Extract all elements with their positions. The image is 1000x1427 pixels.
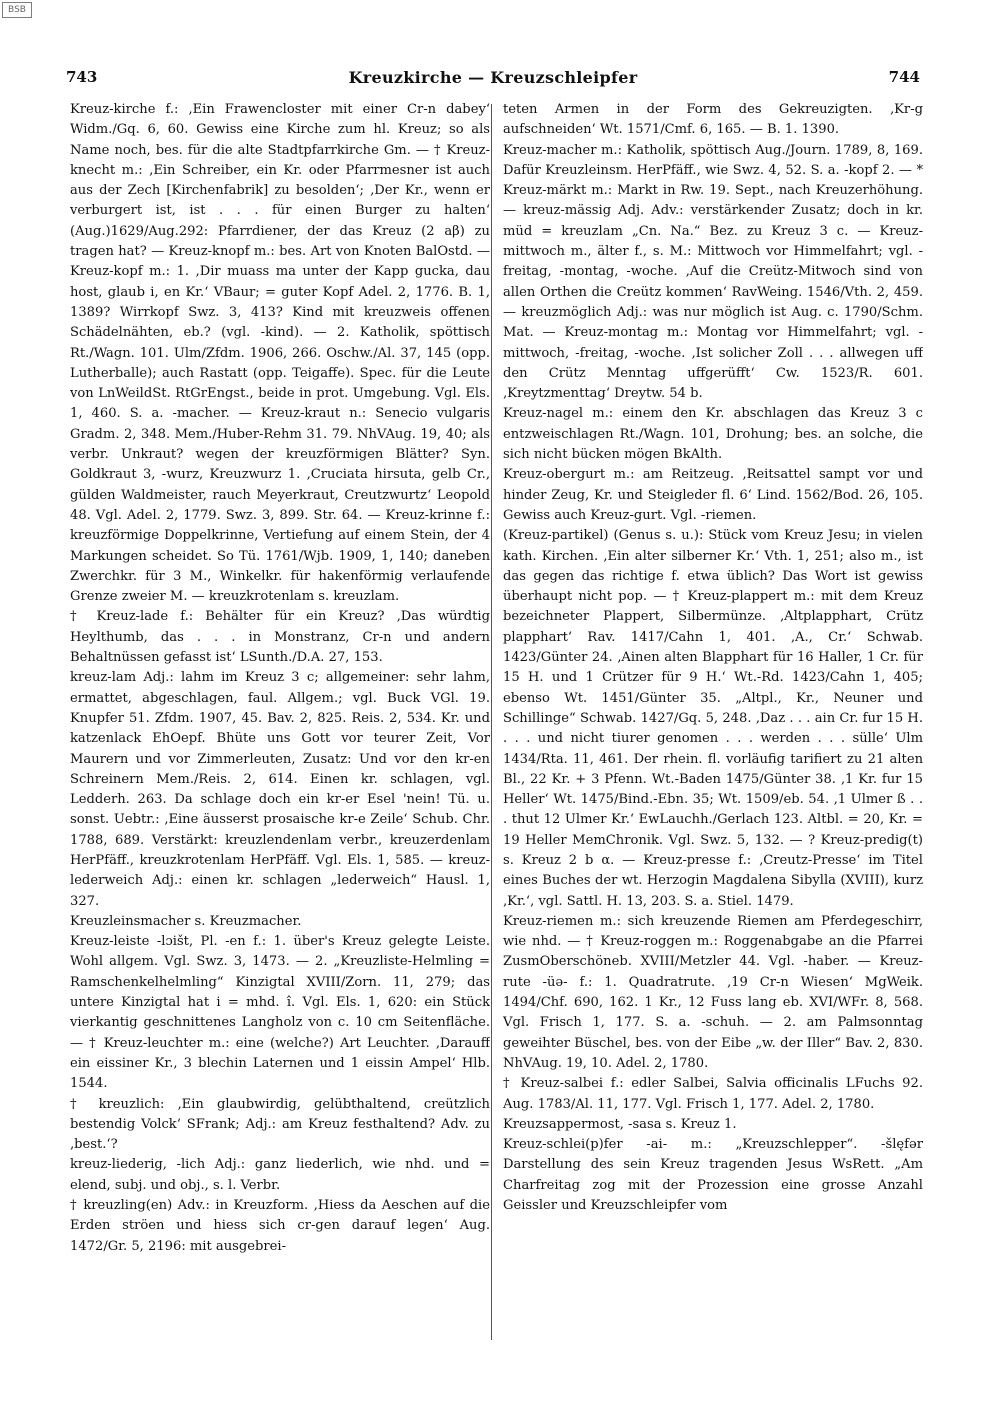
entry-paragraph: † kreuzlich: ‚Ein glaubwirdig, gelübthaltend, creützlich bestendig Volck‘ SFrank; Adj.: am Kreuz festhaltend? Adv. zu ‚best.‘? [70, 1096, 490, 1153]
entry-paragraph: Kreuz-obergurt m.: am Reitzeug. ‚Reitsattel sampt vor und hinder Zeug, Kr. und Steigleder fl. 6‘ Lind. 1562/Bod. 26, 105. Gewiss auch Kreuz-gurt. Vgl. -riemen. [503, 467, 923, 523]
entry-paragraph: (Kreuz-partikel) (Genus s. u.): Stück vom Kreuz Jesu; in vielen kath. Kirchen. ‚Ein alter silberner Kr.‘ Vth. 1, 251; also m., ist das gegen das richtige f. etwa üblich? Das Wort ist gewiss überhaupt nicht pop. — † Kreuz-plappert m.: mit dem Kreuz bezeichneter Plappert, Silbermünze. ‚Altplapphart, Crütz plapphart‘ Rav. 1417/Cahn 1, 401. ‚A., Cr.‘ Schwab. 1423/Günter 24. ‚Ainen alten Blapphart für 16 Haller, 1 Cr. für 15 H. und 1 Crützer für 9 H.‘ Wt.-Rd. 1423/Cahn 1, 405; ebenso Wt. 1451/Günter 35. „Altpl., Kr., Neuner und Schillinge“ Schwab. 1427/Gq. 5, 248. ‚Daz . . . ain Cr. fur 15 H. . . . und nicht tiurer genomen . . . werden . . . sülle‘ Ulm 1434/Rta. 11, 461. Der rhein. fl. vorläufig tarifiert zu 21 alten Bl., 22 Kr. + 3 Pfenn. Wt.-Baden 1475/Günter 38. ‚1 Kr. fur 15 Heller‘ Wt. 1475/Bind.-Ebn. 35; Wt. 1509/eb. 54. ‚1 Ulmer ß . . . thut 12 Ulmer Kr.‘ EwLauchh./Gerlach 123. Altbl. = 20, Kr. = 19 Heller MemChronik. Vgl. Swz. 5, 132. — ? Kreuz-predig(t) s. Kreuz 2 b α. — Kreuz-presse f.: ‚Creutz-Presse‘ im Titel eines Buches der wt. Herzogin Magdalena Sibylla (XVIII), kurz ‚Kr.‘, vgl. Sattl. H. 13, 203. S. a. Stiel. 1479. [503, 528, 923, 909]
entry-paragraph: † kreuzling(en) Adv.: in Kreuzform. ‚Hiess da Aeschen auf die Erden ströen und hiess sich cr-gen darauf legen‘ Aug. 1472/Gr. 5, 2196: mit ausgebrei- [70, 1198, 490, 1254]
entry-paragraph: teten Armen in der Form des Gekreuzigten. ‚Kr-g aufschneiden‘ Wt. 1571/Cmf. 6, 165. — B. 1. 1390. [503, 102, 923, 138]
entry-paragraph: Kreuz-schlei(p)fer -ai- m.: „Kreuzschlepper“. -šlęfər Darstellung des sein Kreuz tragenden Jesus WsRett. „Am Charfreitag zog mit der Prozession eine grosse Anzahl Geissler und Kreuzschleipfer vom [503, 1137, 923, 1214]
right-page-number: 744 [888, 68, 920, 86]
entry-paragraph: kreuz-lam Adj.: lahm im Kreuz 3 c; allgemeiner: sehr lahm, ermattet, abgeschlagen, faul. Allgem.; vgl. Buck VGl. 19. Knupfer 51. Zfdm. 1907, 45. Bav. 2, 825. Reis. 2, 534. Kr. und katzenlack EhOepf. Bhüte uns Gott vor teurer Zeit, Vor Maurern und vor Zimmerleuten, Zusatz: Und vor den kr-en Schreinern Mem./Reis. 2, 614. Einen kr. schlagen, vgl. Ledderh. 263. Da schlage doch ein kr-er Esel 'nein! Tü. u. sonst. Uebtr.: ‚Eine äusserst prosaische kr-e Zeile‘ Schub. Chr. 1788, 689. Verstärkt: kreuzlendenlam verbr., kreuzerdenlam HerPfäff., kreuzkrotenlam HerPfäff. Vgl. Els. 1, 585. — kreuz-lederweich Adj.: einen kr. schlagen „lederweich“ Hausl. 1, 327. [70, 670, 490, 909]
entry-paragraph: † Kreuz-salbei f.: edler Salbei, Salvia officinalis LFuchs 92. Aug. 1783/Al. 11, 177. Vgl. Frisch 1, 177. Adel. 2, 1780. [503, 1076, 923, 1112]
running-title: Kreuzkirche — Kreuzschleipfer [348, 67, 638, 87]
entry-paragraph: Kreuzleinsmacher s. Kreuzmacher. [70, 913, 302, 929]
left-column [70, 100, 490, 1340]
library-stamp: BSB [2, 2, 32, 18]
entry-paragraph: Kreuz-leiste -lɔišt, Pl. -en f.: 1. über's Kreuz gelegte Leiste. Wohl allgem. Vgl. Swz. 3, 1473. — 2. „Kreuzliste-Helmling = Ramschenkelhelmling“ Kinzigtal XVIII/Zorn. 11, 279; das untere Kinzigtal hat i = mhd. î. Vgl. Els. 1, 620: ein Stück vierkantig geschnittenes Langholz von c. 10 cm Seitenfläche. — † Kreuz-leuchter m.: eine (welche?) Art Leuchter. ‚Darauff ein eissiner Kr., 3 blechin Laternen und 1 eissin Ampel‘ Hlb. 1544. [70, 934, 490, 1092]
entry-paragraph: † Kreuz-lade f.: Behälter für ein Kreuz? ‚Das würdtig Heylthumb, das . . . in Monstranz, Cr-n und andern Behaltnüssen gefasst ist‘ LSunth./D.A. 27, 153. [70, 609, 490, 666]
left-page-number: 743 [66, 68, 98, 86]
entry-paragraph: Kreuz-kirche f.: ‚Ein Frawencloster mit einer Cr-n dabey‘ Widm./Gq. 6, 60. Gewiss eine Kirche zum hl. Kreuz; so als Name noch, bes. für die alte Stadtpfarrkirche Gm. — † Kreuz-knecht m.: ‚Ein Schreiber, ein Kr. oder Pfarrmesner ist auch aus der Zech [Kirchenfabrik] zu besolden‘; ‚Der Kr., wenn er verburgert ist, ist . . . für einen Burger zu halten‘ (Aug.)1629/Aug.292: Pfarrdiener, der das Kreuz (2 aβ) zu tragen hat? — Kreuz-knopf m.: bes. Art von Knoten BalOstd. — Kreuz-kopf m.: 1. ‚Dir muass ma unter der Kapp gucka, dau host, glaub i, en Kr.‘ VBaur; = guter Kopf Adel. 2, 1776. B. 1, 1389? Wirrkopf Swz. 3, 413? Kind mit kreuzweis offenen Schädelnähten, eb.? (vgl. -kind). — 2. Katholik, spöttisch Rt./Wagn. 101. Ulm/Zfdm. 1906, 266. Oschw./Al. 37, 145 (opp. Lutherballe); auch Rastatt (opp. Teigaffe). Spec. für die Leute von LnWeildSt. RtGrEngst., beide in prot. Umgebung. Vgl. Els. 1, 460. S. a. -macher. — Kreuz-kraut n.: Senecio vulgaris Gradm. 2, 348. Mem./Huber-Rehm 31. 79. NhVAug. 19, 40; als verbr. Unkraut? wegen der kreuzförmigen Blätter? Syn. Goldkraut 3, -wurz, Kreuzwurz 1. ‚Cruciata hirsuta, gelb Cr., gülden Waldmeister, rauch Meyerkraut, Creutzwurtz‘ Leopold 48. Vgl. Adel. 2, 1779. Swz. 3, 899. Str. 64. — Kreuz-krinne f.: kreuzförmige Doppelkrinne, Vertiefung auf einem Stein, der 4 Markungen scheidet. So Tü. 1761/Wjb. 1909, 1, 140; daneben Zwerchkr. für 3 M., Winkelkr. für hakenförmig verlaufende Grenze zweier M. — kreuzkrotenlam s. kreuzlam. [70, 102, 490, 605]
entry-paragraph: Kreuzsappermost, -sasa s. Kreuz 1. [503, 1116, 737, 1132]
page-header [66, 64, 920, 90]
entry-paragraph: Kreuz-macher m.: Katholik, spöttisch Aug./Journ. 1789, 8, 169. Dafür Kreuzleinsm. HerPfäff., wie Swz. 4, 52. S. a. -kopf 2. — * Kreuz-märkt m.: Markt in Rw. 19. Sept., nach Kreuzerhöhung. — kreuz-mässig Adj. Adv.: verstärkender Zusatz; doch in kr. müd = kreuzlam „Cn. Na.“ Bez. zu Kreuz 3 c. — Kreuz-mittwoch m., älter f., s. M.: Mittwoch vor Himmelfahrt; vgl. -freitag, -montag, -woche. ‚Auf die Creütz-Mitwoch sind von allen Orthen die Creütz kommen‘ RavWeing. 1546/Vth. 2, 459. — kreuzmöglich Adj.: was nur möglich ist Aug. c. 1790/Schm. Mat. — Kreuz-montag m.: Montag vor Himmelfahrt; vgl. -mittwoch, -freitag, -woche. ‚Ist solicher Zoll . . . allwegen uff den Crütz Menntag uffgerüfft‘ Cw. 1523/R. 601. ‚Kreytzmenttag‘ Dreytw. 54 b. [503, 142, 923, 402]
entry-paragraph: Kreuz-riemen m.: sich kreuzende Riemen am Pferdegeschirr, wie nhd. — † Kreuz-roggen m.: Roggenabgabe an die Pfarrei ZusmOberschöneb. XVIII/Metzler 44. Vgl. -haber. — Kreuz-rute -üə- f.: 1. Quadratrute. ‚19 Cr-n Wiesen‘ MgWeik. 1494/Chf. 690, 162. 1 Kr., 12 Fuss lang eb. XVI/WFr. 8, 568. Vgl. Frisch 1, 177. S. a. -schuh. — 2. am Palmsonntag geweihter Büschel, bes. von der Eibe „w. der Iller“ Bav. 2, 830. NhVAug. 19, 10. Adel. 2, 1780. [503, 913, 923, 1071]
entry-paragraph: kreuz-liederig, -lich Adj.: ganz liederlich, wie nhd. und = elend, subj. und obj., s. l. Verbr. [70, 1157, 490, 1193]
right-column [503, 100, 923, 1340]
column-divider [491, 104, 492, 1340]
entry-paragraph: Kreuz-nagel m.: einem den Kr. abschlagen das Kreuz 3 c entzweischlagen Rt./Wagn. 101, Drohung; bes. an solche, die sich nicht bücken mögen BkAlth. [503, 406, 923, 463]
